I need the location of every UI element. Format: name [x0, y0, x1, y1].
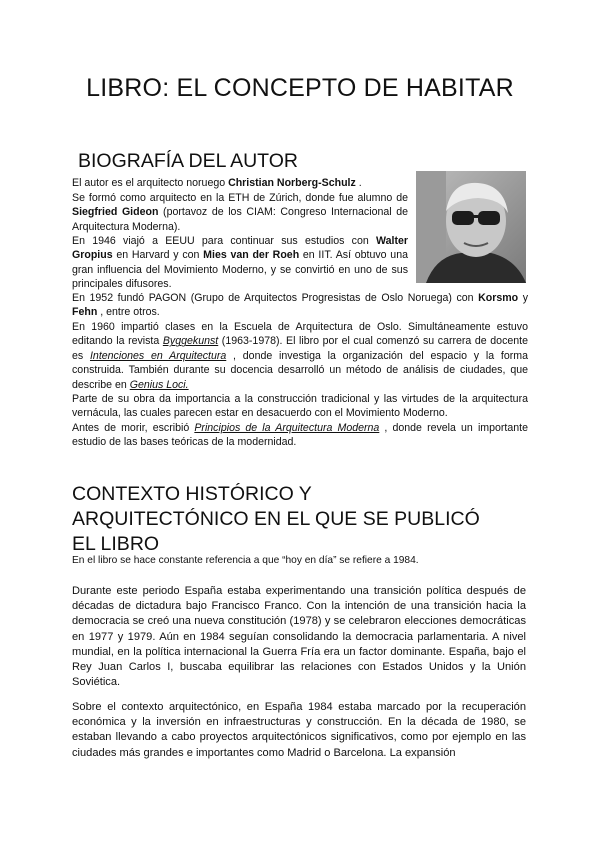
context-heading-line-1: CONTEXTO HISTÓRICO Y	[72, 483, 312, 505]
section-heading-context	[72, 482, 532, 557]
bio-paragraph-1: El autor es el arquitecto noruego Christian Norberg-Schulz .	[72, 177, 362, 189]
bio-paragraph-7: Antes de morir, escribió Principios de la Arquitectura Moderna , donde revela un importante estudio de las bases teóricas de la modernidad.	[72, 422, 528, 449]
bio-paragraph-3: En 1946 viajó a EEUU para continuar sus estudios con Walter Gropius en Harvard y con Mies van der Roeh en IIT. Así obtuvo una gran influencia del Movimiento Moderno, y se convirtió en uno de sus principales difusores.	[72, 235, 408, 291]
link-genius-loci[interactable]: Genius Loci.	[129, 378, 189, 391]
bio-paragraph-4: En 1952 fundó PAGON (Grupo de Arquitectos Progresistas de Oslo Noruega) con Korsmo y Fehn , entre otros.	[72, 292, 528, 319]
context-paragraph-2: Durante este periodo España estaba experimentando una transición política después de décadas de dictadura bajo Francisco Franco. Con la intención de una transición hacia la democracia se creó una nueva constitución (1978) y se celebraron elecciones democráticas en 1977 y 1979. Aún en 1984 seguían consolidando la democracia parlamentaria. A nivel mundial, en la política internacional la Guerra Fría era un factor dominante. España, bajo el Rey Juan Carlos I, buscaba equilibrar las relaciones con Estados Unidos y la Unión Soviética.	[72, 585, 526, 689]
context-heading-line-3: EL LIBRO	[72, 533, 160, 555]
page-title: LIBRO: EL CONCEPTO DE HABITAR	[86, 74, 514, 102]
link-intenciones-en-arquitectura[interactable]: Intenciones en Arquitectura	[89, 349, 227, 362]
author-portrait	[416, 171, 526, 283]
bio-paragraph-6: Parte de su obra da importancia a la construcción tradicional y las virtudes de la arquitectura vernácula, las cuales parecen estar en desacuerdo con el Movimiento Moderno.	[72, 393, 528, 420]
context-paragraph-1: En el libro se hace constante referencia a que “hoy en día” se refiere a 1984.	[72, 555, 419, 566]
bio-paragraph-5: En 1960 impartió clases en la Escuela de Arquitectura de Oslo. Simultáneamente estuvo editando la revista Byggekunst (1963-1978). El libro por el cual comenzó su carrera de docente es Intenciones en Arquitectura , donde investiga la organización del espacio y la forma construida. También durante su docencia desarrolló un método de análisis de ciudades, que describe en Genius Loci.	[72, 321, 528, 391]
context-heading-line-2: ARQUITECTÓNICO EN EL QUE SE PUBLICÓ	[72, 508, 480, 530]
link-principios-arquitectura-moderna[interactable]: Principios de la Arquitectura Moderna	[194, 422, 380, 434]
context-paragraph-3: Sobre el contexto arquitectónico, en España 1984 estaba marcado por la recuperación económica y la inversión en infraestructuras y construcción. En la década de 1980, se estaban llevando a cabo proyectos arquitectónicos significativos, como por ejemplo en las ciudades más grandes e importantes como Madrid o Barcelona. La expansión	[72, 701, 526, 759]
section-heading-biography: BIOGRAFÍA DEL AUTOR	[78, 150, 298, 172]
bio-paragraph-2: Se formó como arquitecto en la ETH de Zúrich, donde fue alumno de Siegfried Gideon (portavoz de los CIAM: Congreso Internacional de Arquitectura Moderna).	[72, 192, 408, 233]
link-byggekunst[interactable]: Byggekunst	[162, 335, 219, 348]
